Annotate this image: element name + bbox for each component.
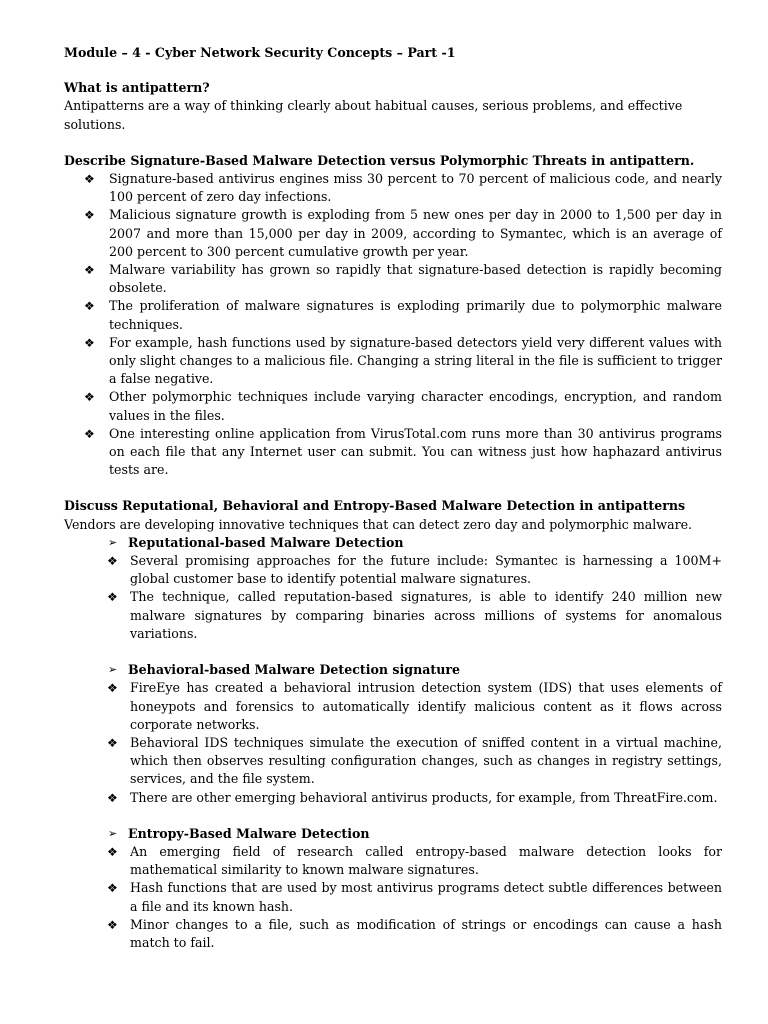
diamond-bullet-icon: ❖ xyxy=(107,790,118,805)
subsection-heading: ➢ Reputational-based Malware Detection xyxy=(108,534,722,552)
document-title: Module – 4 - Cyber Network Security Concepts – Part -1 xyxy=(64,45,456,60)
diamond-bullet-icon: ❖ xyxy=(107,590,118,605)
list-item: ❖ Hash functions that are used by most antivirus programs detect subtle differences between a file and its known hash. xyxy=(107,880,722,914)
list-item: ❖ For example, hash functions used by signature-based detectors yield very different values with only slight changes to a malicious file. Changing a string literal in the file is sufficient to trigger a false negative. xyxy=(84,334,722,387)
section-text-antipattern: Antipatterns are a way of thinking clearly about habitual causes, serious problems, and effective solutions. xyxy=(64,98,683,132)
diamond-bullet-icon: ❖ xyxy=(84,208,95,223)
list-item: ❖ One interesting online application from VirusTotal.com runs more than 30 antivirus programs on each file that any Internet user can submit. You can witness just how haphazard antivirus tests are. xyxy=(84,425,722,478)
diamond-bullet-icon: ❖ xyxy=(107,844,118,859)
subsection-heading: ➢ Entropy-Based Malware Detection xyxy=(108,825,722,843)
list-item: ❖ Other polymorphic techniques include varying character encodings, encryption, and random values in the files. xyxy=(84,389,722,423)
diamond-bullet-icon: ❖ xyxy=(84,426,95,441)
subsection-entropy xyxy=(64,825,722,843)
list-item: ❖ Malware variability has grown so rapidly that signature-based detection is rapidly becoming obsolete. xyxy=(84,262,722,296)
subsection-reputational xyxy=(64,534,722,552)
diamond-bullet-icon: ❖ xyxy=(84,263,95,278)
section-heading-antipattern: What is antipattern? xyxy=(64,80,210,96)
section-heading-signature: Describe Signature-Based Malware Detection versus Polymorphic Threats in antipattern. xyxy=(64,152,695,168)
diamond-bullet-icon: ❖ xyxy=(107,554,118,569)
list-item: ❖ FireEye has created a behavioral intrusion detection system (IDS) that uses elements of honeypots and forensics to automatically identify malicious content as it flows across corporate networks. xyxy=(107,680,722,732)
list-item: ❖ An emerging field of research called entropy-based malware detection looks for mathematical similarity to known malware signatures. xyxy=(107,843,722,878)
diamond-bullet-icon: ❖ xyxy=(107,917,118,932)
diamond-bullet-icon: ❖ xyxy=(107,681,118,696)
diamond-bullet-icon: ❖ xyxy=(107,735,118,750)
subsection-heading: ➢ Behavioral-based Malware Detection signature xyxy=(108,661,722,679)
list-item: ❖ Minor changes to a file, such as modification of strings or encodings can cause a hash match to fail. xyxy=(107,916,722,950)
entropy-bullet-list xyxy=(64,843,722,952)
section-intro-detection: Vendors are developing innovative techniques that can detect zero day and polymorphic malware. xyxy=(64,516,693,532)
behavioral-bullet-list xyxy=(64,679,722,806)
section-heading-detection: Discuss Reputational, Behavioral and Entropy-Based Malware Detection in antipatterns xyxy=(64,498,686,514)
arrow-bullet-icon: ➢ xyxy=(108,826,118,840)
diamond-bullet-icon: ❖ xyxy=(84,299,95,314)
list-item: ❖ Several promising approaches for the future include: Symantec is harnessing a 100M+ global customer base to identify potential malware signatures. xyxy=(107,553,722,587)
list-item: ❖ There are other emerging behavioral antivirus products, for example, from ThreatFire.com. xyxy=(64,789,722,807)
diamond-bullet-icon: ❖ xyxy=(84,335,95,350)
list-item: ❖ Behavioral IDS techniques simulate the execution of sniffed content in a virtual machine, which then observes resulting configuration changes, such as changes in registry settings, services, and the file system. xyxy=(107,734,722,787)
arrow-bullet-icon: ➢ xyxy=(108,663,118,677)
list-item: ❖ Signature-based antivirus engines miss 30 percent to 70 percent of malicious code, and nearly 100 percent of zero day infections. xyxy=(84,171,722,205)
list-item: ❖ The technique, called reputation-based signatures, is able to identify 240 million new malware signatures by comparing binaries across millions of systems for anomalous variations. xyxy=(107,589,722,641)
list-item: ❖ The proliferation of malware signatures is exploding primarily due to polymorphic malware techniques. xyxy=(84,298,722,332)
list-item: ❖ Malicious signature growth is exploding from 5 new ones per day in 2000 to 1,500 per day in 2007 and more than 15,000 per day in 2009, according to Symantec, which is an average of 200 percent to 300 percent cumulative growth per year. xyxy=(84,207,722,259)
reputational-bullet-list xyxy=(64,552,722,643)
diamond-bullet-icon: ❖ xyxy=(84,390,95,405)
diamond-bullet-icon: ❖ xyxy=(84,172,95,187)
diamond-bullet-icon: ❖ xyxy=(107,881,118,896)
arrow-bullet-icon: ➢ xyxy=(108,535,118,549)
subsection-behavioral xyxy=(64,661,722,679)
signature-bullet-list xyxy=(64,170,722,479)
